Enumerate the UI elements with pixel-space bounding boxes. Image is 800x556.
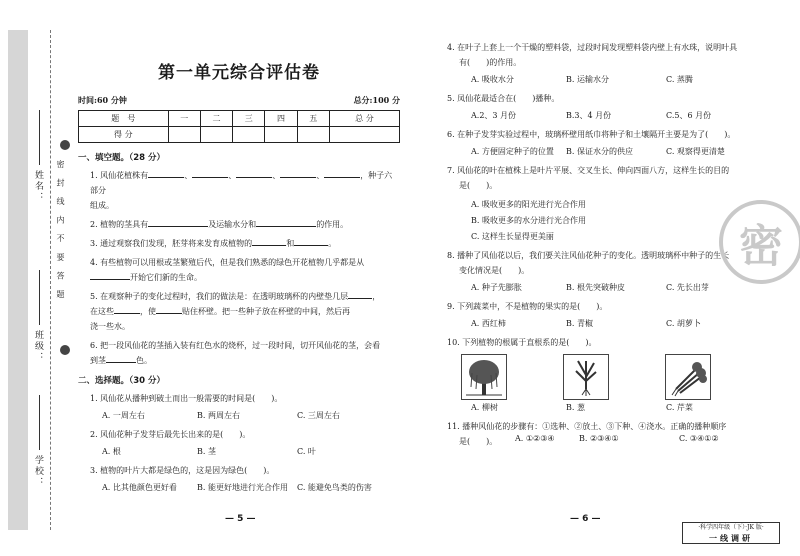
option-b[interactable]: B. 两周左右 xyxy=(197,411,240,420)
fill-question-4 xyxy=(78,255,400,285)
q-text: 色。 xyxy=(136,356,152,365)
answer-blank[interactable] xyxy=(156,304,182,314)
left-page xyxy=(78,36,400,499)
q-text: 8. 播种了风仙花以后，我们要关注风仙花种子的变化。透明玻璃杯中种子的生长 xyxy=(447,251,730,260)
option-a[interactable]: A. 根 xyxy=(102,447,121,456)
q-text: 。 xyxy=(328,239,337,248)
q-text: 5. 在观察种子的变化过程时，我们的做法是：在透明玻璃杯的内壁垫几层 xyxy=(90,292,349,301)
option-a[interactable]: A. 吸收更多的阳光进行光合作用 xyxy=(471,200,586,209)
binding-hole-bottom xyxy=(60,345,70,355)
option-c[interactable]: C. 胡萝卜 xyxy=(666,319,701,328)
choice-options xyxy=(447,318,777,329)
option-c[interactable]: C. ③④①② xyxy=(679,434,719,443)
option-b[interactable]: B. 能更好地进行光合作用 xyxy=(197,483,288,492)
q-text: 组成。 xyxy=(90,201,114,210)
score-header-cell: 总 分 xyxy=(329,111,399,127)
choice-options xyxy=(78,446,400,457)
choice-question-10: 10. 下列植物的根属于直根系的是( )。 xyxy=(447,338,597,347)
section-choice-heading: 二、选择题。（30 分） xyxy=(78,376,166,386)
option-a[interactable]: A. 西红柿 xyxy=(471,319,506,328)
score-header-cell: 一 xyxy=(168,111,200,127)
section-fill-heading: 一、填空题。（28 分） xyxy=(78,153,166,163)
q-text: 到茎 xyxy=(90,356,106,365)
option-a[interactable]: A. 吸收水分 xyxy=(471,75,514,84)
q-text: 在这些 xyxy=(90,307,114,316)
option-c[interactable]: C. 三周左右 xyxy=(297,411,340,420)
time-info: 时间:60 分钟 xyxy=(78,95,127,105)
seal-line xyxy=(50,30,51,530)
choice-question-6: 6. 在种子发芽实验过程中，玻璃杯壁用纸巾将种子和土壤隔开主要是为了( )。 xyxy=(447,130,736,139)
score-row-label: 得 分 xyxy=(79,127,169,143)
choice-options xyxy=(447,402,777,413)
option-a[interactable]: A. 柳树 xyxy=(471,403,498,412)
option-b[interactable]: B. ②③④① xyxy=(579,434,619,443)
fill-question-1 xyxy=(78,168,400,213)
answer-blank[interactable] xyxy=(148,217,208,227)
answer-blank[interactable] xyxy=(90,270,130,280)
q-text: 的作用。 xyxy=(316,220,349,229)
choice-question-3: 3. 植物的叶片大都是绿色的，这是因为绿色( )。 xyxy=(90,466,275,475)
total-info: 总分:100 分 xyxy=(353,95,400,105)
answer-blank[interactable] xyxy=(114,304,140,314)
answer-blank[interactable] xyxy=(192,168,228,178)
page-number-left: — 5 — xyxy=(225,514,256,524)
option-a[interactable]: A. 方便固定种子的位置 xyxy=(471,147,554,156)
logo-bottom-text: 一线调研 xyxy=(709,533,753,543)
score-cell[interactable] xyxy=(329,127,399,143)
q-text: 、 xyxy=(228,171,237,180)
celery-icon xyxy=(666,355,710,399)
willow-icon xyxy=(462,355,506,399)
option-b[interactable]: B. 青椒 xyxy=(566,319,593,328)
school-label: 学校： xyxy=(33,455,43,488)
fill-question-2 xyxy=(78,217,400,232)
option-b[interactable]: B. 根先突破种皮 xyxy=(566,283,625,292)
logo-top-text: ·科学四年级（下）·JK 版· xyxy=(698,524,764,531)
option-c[interactable]: C. 叶 xyxy=(297,447,316,456)
answer-blank[interactable] xyxy=(106,353,136,363)
q-text: 及运输水分和 xyxy=(208,220,257,229)
q-text: 4. 在叶子上套上一个干燥的塑料袋，过段时间发现塑料袋内壁上有水珠，说明叶具 xyxy=(447,43,738,52)
option-b[interactable]: B. 吸收更多的水分进行光合作用 xyxy=(471,216,586,225)
score-cell[interactable] xyxy=(297,127,329,143)
q-text: 6. 把一段风仙花的茎插入装有红色水的烧杯，过一段时间，切开风仙花的茎，会看 xyxy=(90,341,381,350)
q-text: 、 xyxy=(184,171,193,180)
q-text: ，使 xyxy=(140,307,156,316)
answer-blank[interactable] xyxy=(236,168,272,178)
q-text: 变化情况是( )。 xyxy=(459,266,530,275)
q-text: 3. 通过观察我们发现，胚芽将来发育成植物的 xyxy=(90,239,253,248)
binding-strip xyxy=(8,30,28,530)
watermark-stamp: 密 xyxy=(719,200,800,284)
score-cell[interactable] xyxy=(200,127,232,143)
choice-options xyxy=(78,410,400,421)
q-text: 有( )的作用。 xyxy=(459,58,522,67)
q-text: 和 xyxy=(286,239,295,248)
answer-blank[interactable] xyxy=(252,236,286,246)
q-text: 2. 植物的茎具有 xyxy=(90,220,149,229)
page-number-right: — 6 — xyxy=(570,514,601,524)
q-text: 贴住杯壁。把一些种子放在杯壁的中间，然后再 xyxy=(182,307,350,316)
publisher-logo xyxy=(682,522,780,544)
scallion-picture xyxy=(563,354,609,400)
choice-options xyxy=(447,74,777,85)
answer-blank[interactable] xyxy=(256,217,316,227)
binding-hole-top xyxy=(60,140,70,150)
choice-options xyxy=(447,146,777,157)
page-title: 第一单元综合评估卷 xyxy=(158,63,320,83)
option-b[interactable]: B. 葱 xyxy=(566,403,585,412)
q-text: 浇一些水。 xyxy=(90,322,130,331)
answer-blank[interactable] xyxy=(294,236,328,246)
answer-blank[interactable] xyxy=(280,168,316,178)
option-a[interactable]: A.2、3 月份 xyxy=(471,111,517,120)
answer-blank[interactable] xyxy=(324,168,360,178)
q-text: 是( )。 xyxy=(459,437,498,446)
seal-text: 密 封 线 内 不 要 答 题 xyxy=(56,160,65,302)
q-text: 4. 有些植物可以用根或茎繁殖后代，但是我们熟悉的绿色开花植物几乎都是从 xyxy=(90,258,365,267)
option-a[interactable]: A. ①②③④ xyxy=(515,434,555,443)
exam-meta xyxy=(78,95,400,106)
class-blank xyxy=(39,270,40,325)
option-c[interactable]: C. 能避免鸟类的伤害 xyxy=(297,483,372,492)
fill-question-3 xyxy=(78,236,400,251)
option-c[interactable]: C. 观察得更清楚 xyxy=(666,147,725,156)
choice-options xyxy=(447,282,777,293)
score-cell[interactable] xyxy=(265,127,297,143)
score-header-cell: 题 号 xyxy=(79,111,169,127)
score-header-cell: 三 xyxy=(233,111,265,127)
q-text: 1. 风仙花植株有 xyxy=(90,171,149,180)
option-b[interactable]: B. 运输水分 xyxy=(566,75,609,84)
option-c[interactable]: C. 蒸腾 xyxy=(666,75,693,84)
willow-tree-picture xyxy=(461,354,507,400)
option-b[interactable]: B. 茎 xyxy=(197,447,216,456)
school-blank xyxy=(39,395,40,450)
q-text: ， xyxy=(372,292,381,301)
option-a[interactable]: A. 种子先膨胀 xyxy=(471,283,522,292)
q-text: ，种子六部分 xyxy=(90,171,393,195)
name-label: 姓名： xyxy=(33,170,43,203)
option-c[interactable]: C. 这样生长显得更美丽 xyxy=(471,232,554,241)
q-text: 、 xyxy=(272,171,281,180)
score-table xyxy=(78,110,400,143)
option-a[interactable]: A. 比其他颜色更好看 xyxy=(102,483,177,492)
fill-question-6 xyxy=(78,338,400,368)
option-b[interactable]: B. 保证水分的供应 xyxy=(566,147,633,156)
choice-question-4 xyxy=(447,40,777,70)
right-page xyxy=(447,40,783,449)
choice-question-7 xyxy=(447,163,777,193)
q-text: 是( )。 xyxy=(459,181,498,190)
choice-question-2: 2. 风仙花种子发芽后最先长出来的是( )。 xyxy=(90,430,251,439)
q-text: 11. 播种风仙花的步骤有：①选种、②放土、③下种、④浇水。正确的播种顺序 xyxy=(447,422,727,431)
q-text: 开始它们新的生命。 xyxy=(130,273,202,282)
name-blank xyxy=(39,110,40,165)
choice-question-9: 9. 下列蔬菜中，不是植物的果实的是( )。 xyxy=(447,302,608,311)
choice-question-5: 5. 凤仙花最适合在( )播种。 xyxy=(447,94,560,103)
answer-blank[interactable] xyxy=(148,168,184,178)
choice-options xyxy=(447,110,777,121)
option-c[interactable]: C. 芹菜 xyxy=(666,403,693,412)
q-text: 7. 风仙花的叶在植株上是叶片平展、交叉生长、伸向四面八方，这样生长的目的 xyxy=(447,166,730,175)
scallion-icon xyxy=(564,355,608,399)
score-cell[interactable] xyxy=(233,127,265,143)
class-label: 班级： xyxy=(33,330,43,363)
option-b[interactable]: B.3、4 月份 xyxy=(566,111,612,120)
celery-picture xyxy=(665,354,711,400)
score-header-cell: 四 xyxy=(265,111,297,127)
choice-question-1: 1. 风仙花从播种到破土而出一般需要的时间是( )。 xyxy=(90,394,283,403)
plant-pictures xyxy=(447,354,777,400)
fill-question-5 xyxy=(78,289,400,334)
option-c[interactable]: C. 先长出芽 xyxy=(666,283,709,292)
q-text: 、 xyxy=(316,171,325,180)
score-cell[interactable] xyxy=(168,127,200,143)
answer-blank[interactable] xyxy=(348,289,372,299)
option-a[interactable]: A. 一周左右 xyxy=(102,411,145,420)
score-header-cell: 五 xyxy=(297,111,329,127)
option-c[interactable]: C.5、6 月份 xyxy=(666,111,712,120)
score-header-cell: 二 xyxy=(200,111,232,127)
choice-options xyxy=(78,482,400,493)
